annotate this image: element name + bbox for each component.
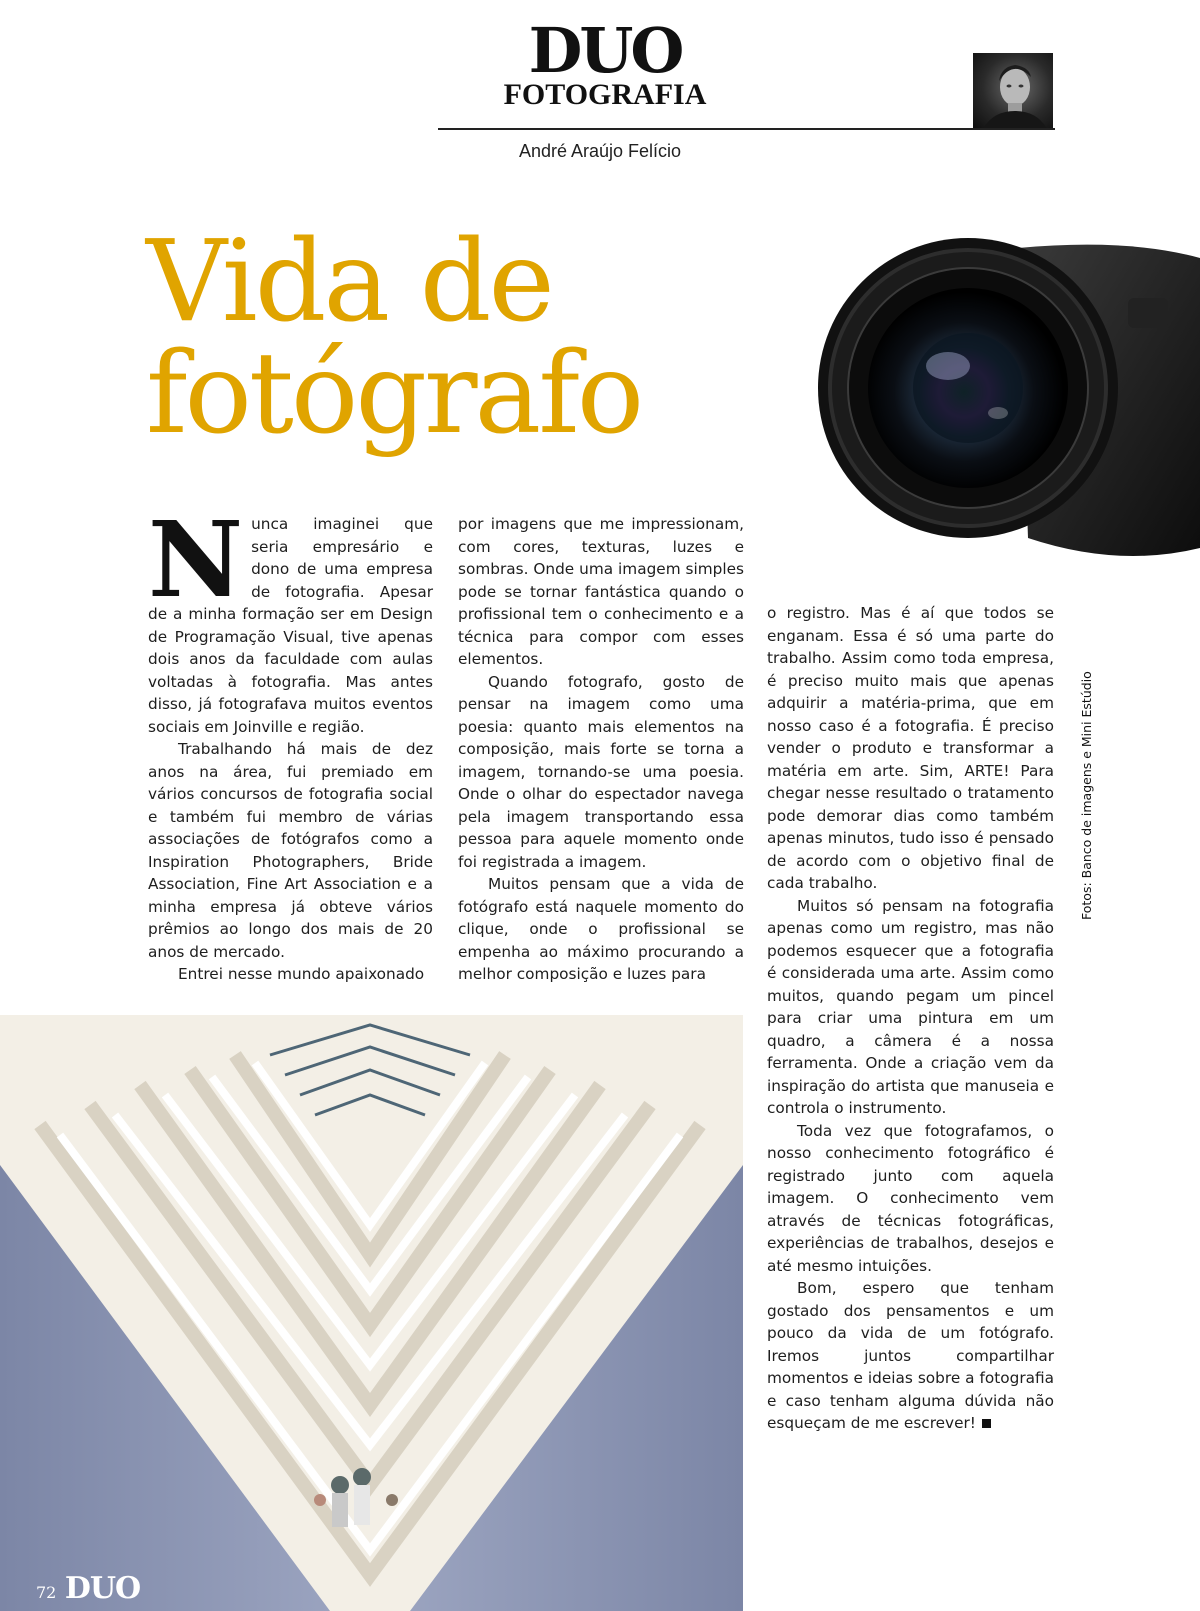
paragraph: Trabalhando há mais de dez anos na área, fui premiado em vários concursos de fotografia social e também fui membro de várias associações de fotógrafos como a Inspiration Photographers, Bride Association, Fine Art Association e a minha empresa já obteve vários prêmios ao longo dos mais de 20 anos de mercado. — [148, 740, 433, 961]
drop-cap: N — [148, 498, 244, 621]
author-byline: André Araújo Felício — [518, 141, 682, 161]
author-photo — [973, 53, 1053, 129]
paragraph-text: Bom, espero que tenham gostado dos pensamentos e um pouco da vida de um fotógrafo. Iremos juntos compartilhar momentos e ideias sobre a fotografia e caso tenham alguma dúvida não esqueçam de me escrever! — [767, 1279, 1054, 1432]
title-line-2: fotógrafo — [146, 329, 642, 459]
paragraph: Muitos só pensam na fotografia apenas como um registro, mas não podemos esquecer que a fotografia é considerada uma arte. Assim como muitos, quando pegam um pincel para criar uma pintura em um quadro, a câmera é a nossa ferramenta. Onde a criação vem da inspiração do artista que manuseia e controla o instrumento. — [767, 896, 1054, 1117]
paragraph-text: unca imaginei que seria empresário e dono de uma empresa de fotografia. Apesar de a minha formação ser em Design de Programação Visual, tive apenas dois anos da faculdade com aulas voltadas à fotografia. Mas antes disso, já fotografava muitos eventos sociais em Joinville e região. — [148, 515, 433, 736]
article-title — [146, 217, 786, 459]
header-rule — [438, 128, 1055, 130]
end-mark-icon — [982, 1419, 991, 1428]
architecture-photo — [0, 1015, 743, 1611]
section-label: FOTOGRAFIA — [503, 78, 707, 111]
page-number: 72 — [36, 1583, 57, 1602]
article-column-3 — [767, 602, 1054, 1435]
brand-logo: DUO — [528, 14, 682, 87]
title-line-1: Vida de — [146, 217, 552, 347]
paragraph: por imagens que me impressionam, com cores, texturas, luzes e sombras. Onde uma imagem simples pode se tornar fantástica quando o profissional tem o conhecimento e a técnica para compor com esses elementos. — [458, 515, 744, 668]
paragraph: Muitos pensam que a vida de fotógrafo está naquele momento do clique, onde o profissional se empenha ao máximo procurando a melhor composição e luzes para — [458, 875, 744, 983]
footer-brand: DUO — [64, 1571, 141, 1606]
page-folio — [36, 1571, 140, 1606]
photo-credit: Fotos: Banco de imagens e Mini Estúdio — [1079, 671, 1094, 920]
camera-photo — [798, 238, 1200, 568]
article-column-1 — [148, 498, 433, 986]
paragraph: o registro. Mas é aí que todos se enganam. Essa é só uma parte do trabalho. Assim como toda empresa, é preciso muito mais que apenas adquirir a matéria-prima, que em nosso caso é a fotografia. É preciso vender o produto e transformar a matéria em arte. Sim, ARTE! Para chegar nesse resultado o tratamento pode demorar dias como também apenas minutos, tudo isso é pensado de acordo com o objetivo final de cada trabalho. — [767, 604, 1054, 892]
paragraph: Quando fotografo, gosto de pensar na imagem como uma poesia: quanto mais elementos na composição, mais forte se torna a imagem, tornando-se uma poesia. Onde o olhar do espectador navega pela imagem transportando essa pessoa para aquele momento onde foi registrada a imagem. — [458, 672, 744, 871]
magazine-masthead — [470, 14, 740, 111]
paragraph — [767, 1277, 1054, 1435]
paragraph: Toda vez que fotografamos, o nosso conhecimento fotográfico é registrado junto com aquela imagem. O conhecimento vem através de técnicas fotográficas, experiências de trabalhos, desejos e até mesmo intuições. — [767, 1121, 1054, 1275]
article-column-2 — [458, 513, 744, 986]
paragraph — [148, 498, 433, 738]
paragraph: Entrei nesse mundo apaixonado — [178, 965, 425, 983]
